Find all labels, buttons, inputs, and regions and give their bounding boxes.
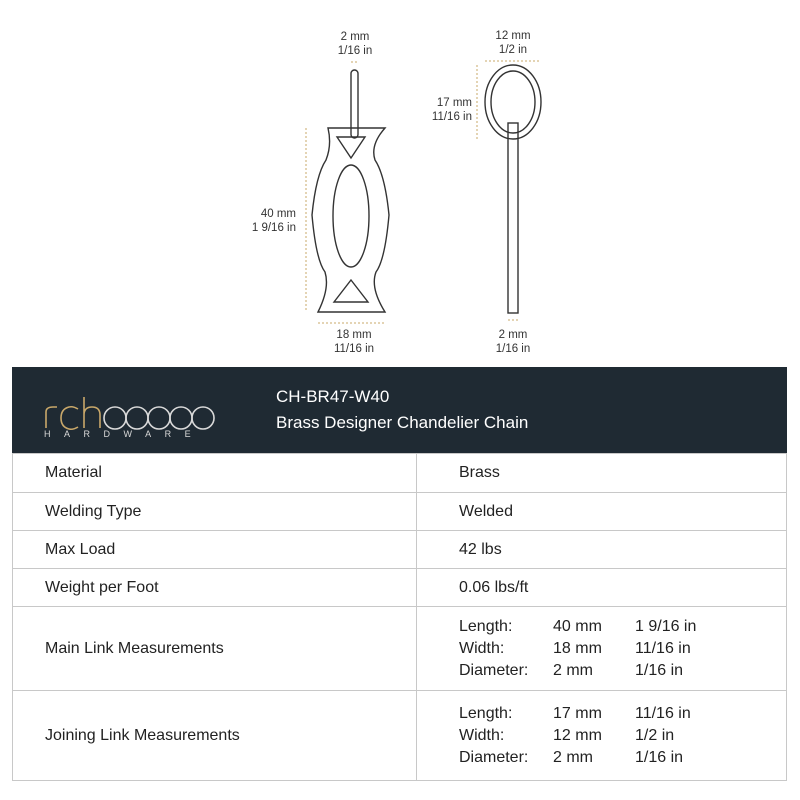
- main-link-inner-oval: [333, 165, 369, 267]
- spec-value: Brass: [417, 454, 787, 493]
- spec-value: 0.06 lbs/ft: [417, 569, 787, 607]
- dim-main-width: 18 mm 11/16 in: [333, 329, 375, 355]
- brand-logo-subtitle: HARDWARE: [44, 429, 205, 439]
- spec-label: Material: [13, 454, 417, 493]
- table-row: [13, 607, 787, 691]
- spec-value: 42 lbs: [417, 531, 787, 569]
- joining-link-side-bar: [508, 123, 518, 313]
- main-link-outline: [312, 128, 389, 312]
- main-link-label: Main Link Measurements: [13, 607, 417, 691]
- table-row: [13, 691, 787, 781]
- dim-main-top: 2 mm 1/16 in: [337, 31, 373, 57]
- dim-main-height: 40 mm 1 9/16 in: [251, 208, 296, 234]
- joining-link-ring: [485, 65, 541, 139]
- spec-label: Max Load: [13, 531, 417, 569]
- main-link-bottom-cutout: [334, 280, 368, 302]
- spec-table: [12, 453, 787, 781]
- main-link-top-cutout: [337, 137, 365, 158]
- joining-link-label: Joining Link Measurements: [13, 691, 417, 781]
- dim-join-height: 17 mm 11/16 in: [431, 97, 472, 123]
- table-row: [13, 493, 787, 531]
- spec-label: Welding Type: [13, 493, 417, 531]
- spec-label: Weight per Foot: [13, 569, 417, 607]
- product-header: [12, 367, 787, 453]
- dim-join-width: 12 mm 1/2 in: [495, 30, 531, 56]
- table-row: [13, 569, 787, 607]
- main-link-values: Length: 40 mm 1 9/16 in Width: 18 mm 11/16 in Diameter: 2 mm 1/16 in: [417, 607, 787, 691]
- table-row: [13, 531, 787, 569]
- product-name: Brass Designer Chandelier Chain: [276, 413, 529, 432]
- joining-link-values: Length: 17 mm 11/16 in Width: 12 mm 1/2 in Diameter: 2 mm 1/16 in: [417, 691, 787, 781]
- chain-link-drawing: [0, 0, 800, 365]
- dim-join-bottom: 2 mm 1/16 in: [495, 329, 531, 355]
- table-row: [13, 454, 787, 493]
- spec-value: Welded: [417, 493, 787, 531]
- product-code: CH-BR47-W40: [276, 387, 390, 406]
